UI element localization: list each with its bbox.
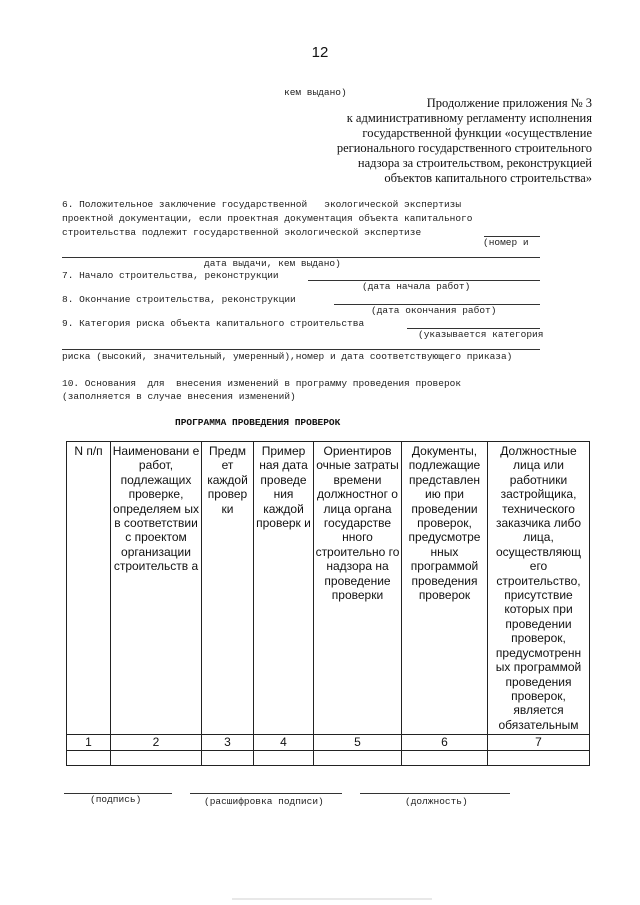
item7-hint: (дата начала работ) [362, 281, 471, 292]
header-cell-officials: Должностные лица или работники застройщика, технического заказчика либо лица, осуществляющ его строительство, присутствие которых при проведении проверок, предусмотренн ых программой проведения проверок, является обязательным [488, 442, 590, 735]
item8-hint: (дата окончания работ) [371, 305, 497, 316]
signature-caption: (подпись) [90, 794, 142, 805]
appendix-line: государственной функции «осуществление [362, 126, 592, 140]
header-cell-date: Пример ная дата проведе ния каждой проверк и [254, 442, 314, 735]
column-number: 7 [488, 735, 590, 750]
table-number-row [67, 735, 590, 750]
column-number: 6 [402, 735, 488, 750]
item6-line1: 6. Положительное заключение государственной экологической экспертизы [62, 199, 462, 210]
position-line [360, 793, 510, 794]
table-row [67, 750, 590, 765]
item9-fill-line-2 [62, 349, 540, 350]
item6-line2: проектной документации, если проектная документация объекта капитального [62, 213, 473, 224]
top-caption: кем выдано) [284, 87, 347, 98]
appendix-header [272, 96, 592, 186]
position-caption: (должность) [405, 796, 468, 807]
decoding-caption: (расшифровка подписи) [204, 796, 324, 807]
item10-line2: (заполняется в случае внесения изменений) [62, 391, 296, 402]
empty-cell [314, 750, 402, 765]
empty-cell [488, 750, 590, 765]
column-number: 2 [111, 735, 202, 750]
header-cell-work-name: Наименовани е работ, подлежащих проверке, определяем ых в соответствии с проектом организации строительств а [111, 442, 202, 735]
decoding-line [190, 793, 342, 794]
empty-cell [111, 750, 202, 765]
item9-hint-risk: риска (высокий, значительный, умеренный),номер и дата соответствующего приказа) [62, 351, 513, 362]
program-title: ПРОГРАММА ПРОВЕДЕНИЯ ПРОВЕРОК [175, 417, 341, 428]
item7-label: 7. Начало строительства, реконструкции [62, 270, 279, 281]
header-cell-documents: Документы, подлежащие представлен ию при проведении проверок, предусмотре нных программой проведения проверок [402, 442, 488, 735]
empty-cell [67, 750, 111, 765]
header-cell-time: Ориентиров очные затраты времени должностног о лица органа государстве нного строительно го надзора на проведение проверки [314, 442, 402, 735]
appendix-line: к административному регламенту исполнения [346, 111, 592, 125]
column-number: 1 [67, 735, 111, 750]
appendix-line: Продолжение приложения № 3 [426, 96, 592, 110]
appendix-line: объектов капитального строительства» [384, 171, 592, 185]
item6-hint-date: дата выдачи, кем выдано) [204, 258, 341, 269]
program-table [66, 441, 590, 766]
empty-cell [254, 750, 314, 765]
item6-line3: строительства подлежит государственной экологической экспертизе [62, 227, 422, 238]
page-number: 12 [311, 44, 329, 61]
item8-label: 8. Окончание строительства, реконструкции [62, 294, 296, 305]
header-cell-number: N п/п [67, 442, 111, 735]
empty-cell [202, 750, 254, 765]
item9-hint-category: (указывается категория [418, 329, 544, 340]
item6-hint-number: (номер и [483, 237, 529, 248]
column-number: 4 [254, 735, 314, 750]
empty-cell [402, 750, 488, 765]
item10-line1: 10. Основания для внесения изменений в программу проведения проверок [62, 378, 462, 389]
appendix-line: надзора за строительством, реконструкцией [357, 156, 592, 170]
item9-label: 9. Категория риска объекта капитального строительства [62, 318, 365, 329]
column-number: 5 [314, 735, 402, 750]
page-bottom-edge [232, 898, 432, 900]
appendix-line: регионального государственного строительного [336, 141, 592, 155]
table-header-row [67, 442, 590, 735]
column-number: 3 [202, 735, 254, 750]
header-cell-subject: Предм ет каждой провер ки [202, 442, 254, 735]
